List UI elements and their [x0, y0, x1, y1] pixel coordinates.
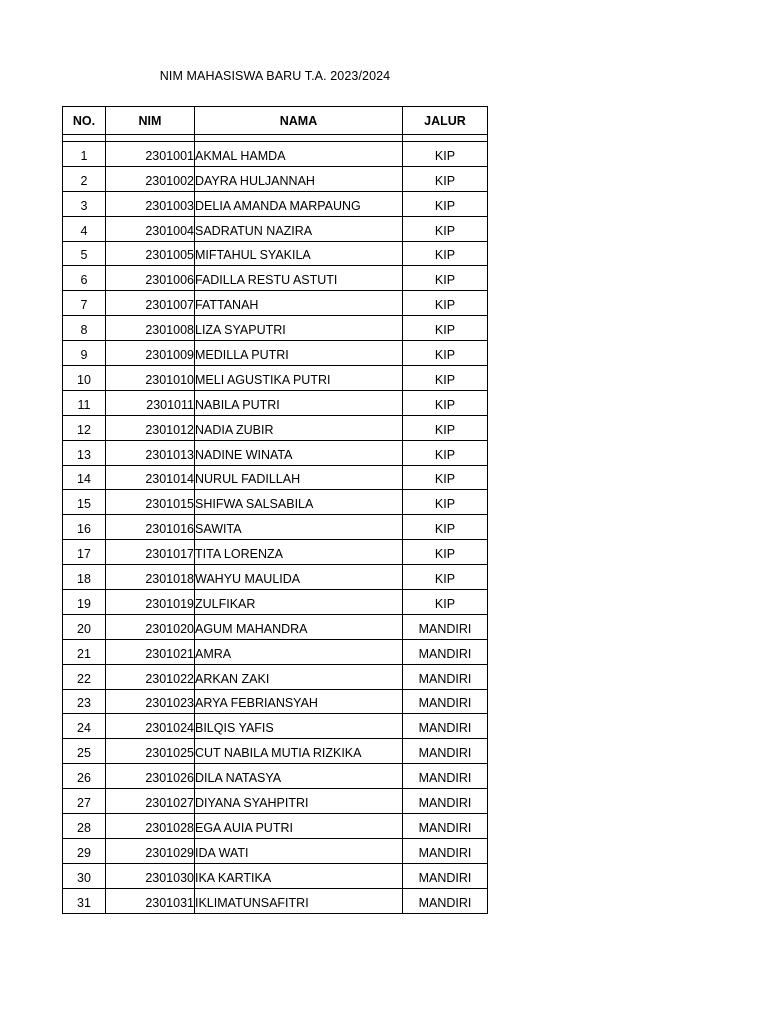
header-gap-row	[63, 135, 488, 142]
cell-nim: 2301005	[106, 241, 195, 266]
cell-nama: SAWITA	[195, 515, 403, 540]
table-row	[63, 689, 488, 714]
cell-jalur: KIP	[403, 341, 488, 366]
cell-no: 6	[63, 266, 106, 291]
cell-nim: 2301028	[106, 814, 195, 839]
table-header	[63, 107, 488, 135]
table-row	[63, 341, 488, 366]
table-row	[63, 390, 488, 415]
cell-jalur: KIP	[403, 465, 488, 490]
table-row	[63, 490, 488, 515]
cell-nim: 2301030	[106, 863, 195, 888]
cell-no: 1	[63, 142, 106, 167]
cell-nim: 2301020	[106, 614, 195, 639]
table-row	[63, 590, 488, 615]
cell-nim: 2301016	[106, 515, 195, 540]
cell-nim: 2301018	[106, 565, 195, 590]
cell-no: 26	[63, 764, 106, 789]
cell-nama: DELIA AMANDA MARPAUNG	[195, 191, 403, 216]
cell-nama: NADINE WINATA	[195, 440, 403, 465]
cell-jalur: KIP	[403, 490, 488, 515]
cell-jalur: KIP	[403, 540, 488, 565]
cell-nama: MEDILLA PUTRI	[195, 341, 403, 366]
cell-nim: 2301007	[106, 291, 195, 316]
cell-no: 16	[63, 515, 106, 540]
cell-nama: AGUM MAHANDRA	[195, 614, 403, 639]
cell-nim: 2301008	[106, 316, 195, 341]
cell-no: 29	[63, 838, 106, 863]
table-row	[63, 142, 488, 167]
cell-nama: DAYRA HULJANNAH	[195, 166, 403, 191]
header-nim: NIM	[106, 107, 195, 135]
cell-nama: LIZA SYAPUTRI	[195, 316, 403, 341]
cell-jalur: MANDIRI	[403, 614, 488, 639]
header-jalur: JALUR	[403, 107, 488, 135]
table-row	[63, 366, 488, 391]
cell-no: 13	[63, 440, 106, 465]
cell-nama: FATTANAH	[195, 291, 403, 316]
cell-nama: NADIA ZUBIR	[195, 415, 403, 440]
table-row	[63, 764, 488, 789]
cell-jalur: MANDIRI	[403, 764, 488, 789]
cell-jalur: KIP	[403, 266, 488, 291]
cell-jalur: KIP	[403, 440, 488, 465]
cell-no: 14	[63, 465, 106, 490]
cell-jalur: MANDIRI	[403, 739, 488, 764]
cell-nim: 2301026	[106, 764, 195, 789]
cell-jalur: KIP	[403, 291, 488, 316]
cell-jalur: KIP	[403, 191, 488, 216]
cell-no: 15	[63, 490, 106, 515]
cell-no: 27	[63, 789, 106, 814]
cell-jalur: KIP	[403, 216, 488, 241]
cell-nim: 2301024	[106, 714, 195, 739]
cell-jalur: MANDIRI	[403, 639, 488, 664]
cell-no: 20	[63, 614, 106, 639]
page-title: NIM MAHASISWA BARU T.A. 2023/2024	[159, 69, 391, 83]
table-row	[63, 565, 488, 590]
cell-jalur: KIP	[403, 565, 488, 590]
gap-cell	[403, 135, 488, 142]
cell-nama: TITA LORENZA	[195, 540, 403, 565]
cell-nim: 2301027	[106, 789, 195, 814]
cell-no: 12	[63, 415, 106, 440]
table-body	[63, 135, 488, 914]
cell-no: 31	[63, 888, 106, 913]
cell-no: 24	[63, 714, 106, 739]
table-row	[63, 191, 488, 216]
cell-nama: MIFTAHUL SYAKILA	[195, 241, 403, 266]
table-row	[63, 814, 488, 839]
cell-no: 7	[63, 291, 106, 316]
table-row	[63, 888, 488, 913]
cell-jalur: KIP	[403, 241, 488, 266]
cell-nama: NABILA PUTRI	[195, 390, 403, 415]
cell-no: 2	[63, 166, 106, 191]
table-row	[63, 166, 488, 191]
cell-nama: SHIFWA SALSABILA	[195, 490, 403, 515]
cell-no: 3	[63, 191, 106, 216]
cell-no: 10	[63, 366, 106, 391]
table-row	[63, 739, 488, 764]
gap-cell	[106, 135, 195, 142]
cell-jalur: KIP	[403, 415, 488, 440]
cell-no: 5	[63, 241, 106, 266]
table-row	[63, 515, 488, 540]
cell-no: 21	[63, 639, 106, 664]
table-row	[63, 838, 488, 863]
cell-nama: IDA WATI	[195, 838, 403, 863]
cell-jalur: MANDIRI	[403, 789, 488, 814]
table-row	[63, 540, 488, 565]
cell-jalur: KIP	[403, 142, 488, 167]
cell-jalur: KIP	[403, 366, 488, 391]
table-row	[63, 789, 488, 814]
cell-nama: SADRATUN NAZIRA	[195, 216, 403, 241]
cell-nim: 2301002	[106, 166, 195, 191]
cell-jalur: KIP	[403, 590, 488, 615]
cell-nama: CUT NABILA MUTIA RIZKIKA	[195, 739, 403, 764]
cell-no: 18	[63, 565, 106, 590]
cell-nim: 2301022	[106, 664, 195, 689]
cell-nim: 2301006	[106, 266, 195, 291]
cell-nim: 2301001	[106, 142, 195, 167]
cell-nama: DILA NATASYA	[195, 764, 403, 789]
cell-jalur: MANDIRI	[403, 838, 488, 863]
cell-jalur: MANDIRI	[403, 814, 488, 839]
table-row	[63, 216, 488, 241]
cell-nim: 2301012	[106, 415, 195, 440]
cell-nim: 2301017	[106, 540, 195, 565]
cell-nama: AMRA	[195, 639, 403, 664]
cell-nim: 2301004	[106, 216, 195, 241]
cell-nama: ARKAN ZAKI	[195, 664, 403, 689]
cell-nim: 2301011	[106, 390, 195, 415]
cell-no: 22	[63, 664, 106, 689]
cell-nama: FADILLA RESTU ASTUTI	[195, 266, 403, 291]
cell-nim: 2301015	[106, 490, 195, 515]
cell-nim: 2301010	[106, 366, 195, 391]
table-row	[63, 291, 488, 316]
cell-nim: 2301029	[106, 838, 195, 863]
table-row	[63, 440, 488, 465]
cell-nama: MELI AGUSTIKA PUTRI	[195, 366, 403, 391]
cell-nama: IKA KARTIKA	[195, 863, 403, 888]
cell-no: 4	[63, 216, 106, 241]
student-table	[62, 106, 488, 914]
cell-no: 19	[63, 590, 106, 615]
gap-cell	[195, 135, 403, 142]
cell-jalur: KIP	[403, 316, 488, 341]
table-row	[63, 664, 488, 689]
cell-nama: EGA AUIA PUTRI	[195, 814, 403, 839]
cell-nim: 2301025	[106, 739, 195, 764]
cell-nama: ZULFIKAR	[195, 590, 403, 615]
header-row	[63, 107, 488, 135]
header-nama: NAMA	[195, 107, 403, 135]
cell-no: 28	[63, 814, 106, 839]
cell-jalur: MANDIRI	[403, 863, 488, 888]
table-row	[63, 241, 488, 266]
cell-nama: DIYANA SYAHPITRI	[195, 789, 403, 814]
cell-no: 30	[63, 863, 106, 888]
cell-jalur: KIP	[403, 166, 488, 191]
cell-nim: 2301019	[106, 590, 195, 615]
header-no: NO.	[63, 107, 106, 135]
cell-nim: 2301021	[106, 639, 195, 664]
cell-jalur: MANDIRI	[403, 714, 488, 739]
cell-nama: IKLIMATUNSAFITRI	[195, 888, 403, 913]
cell-nama: ARYA FEBRIANSYAH	[195, 689, 403, 714]
cell-nim: 2301014	[106, 465, 195, 490]
cell-no: 23	[63, 689, 106, 714]
table-row	[63, 639, 488, 664]
cell-no: 17	[63, 540, 106, 565]
cell-jalur: MANDIRI	[403, 689, 488, 714]
table-row	[63, 863, 488, 888]
table-row	[63, 465, 488, 490]
cell-jalur: MANDIRI	[403, 664, 488, 689]
gap-cell	[63, 135, 106, 142]
table-row	[63, 714, 488, 739]
table-row	[63, 614, 488, 639]
cell-no: 8	[63, 316, 106, 341]
cell-no: 25	[63, 739, 106, 764]
cell-nim: 2301013	[106, 440, 195, 465]
cell-nama: WAHYU MAULIDA	[195, 565, 403, 590]
cell-nim: 2301023	[106, 689, 195, 714]
table-row	[63, 316, 488, 341]
cell-jalur: MANDIRI	[403, 888, 488, 913]
cell-nim: 2301009	[106, 341, 195, 366]
cell-no: 9	[63, 341, 106, 366]
cell-nama: AKMAL HAMDA	[195, 142, 403, 167]
cell-nama: BILQIS YAFIS	[195, 714, 403, 739]
cell-nama: NURUL FADILLAH	[195, 465, 403, 490]
table-row	[63, 266, 488, 291]
cell-nim: 2301003	[106, 191, 195, 216]
cell-jalur: KIP	[403, 390, 488, 415]
cell-nim: 2301031	[106, 888, 195, 913]
cell-no: 11	[63, 390, 106, 415]
table-row	[63, 415, 488, 440]
cell-jalur: KIP	[403, 515, 488, 540]
